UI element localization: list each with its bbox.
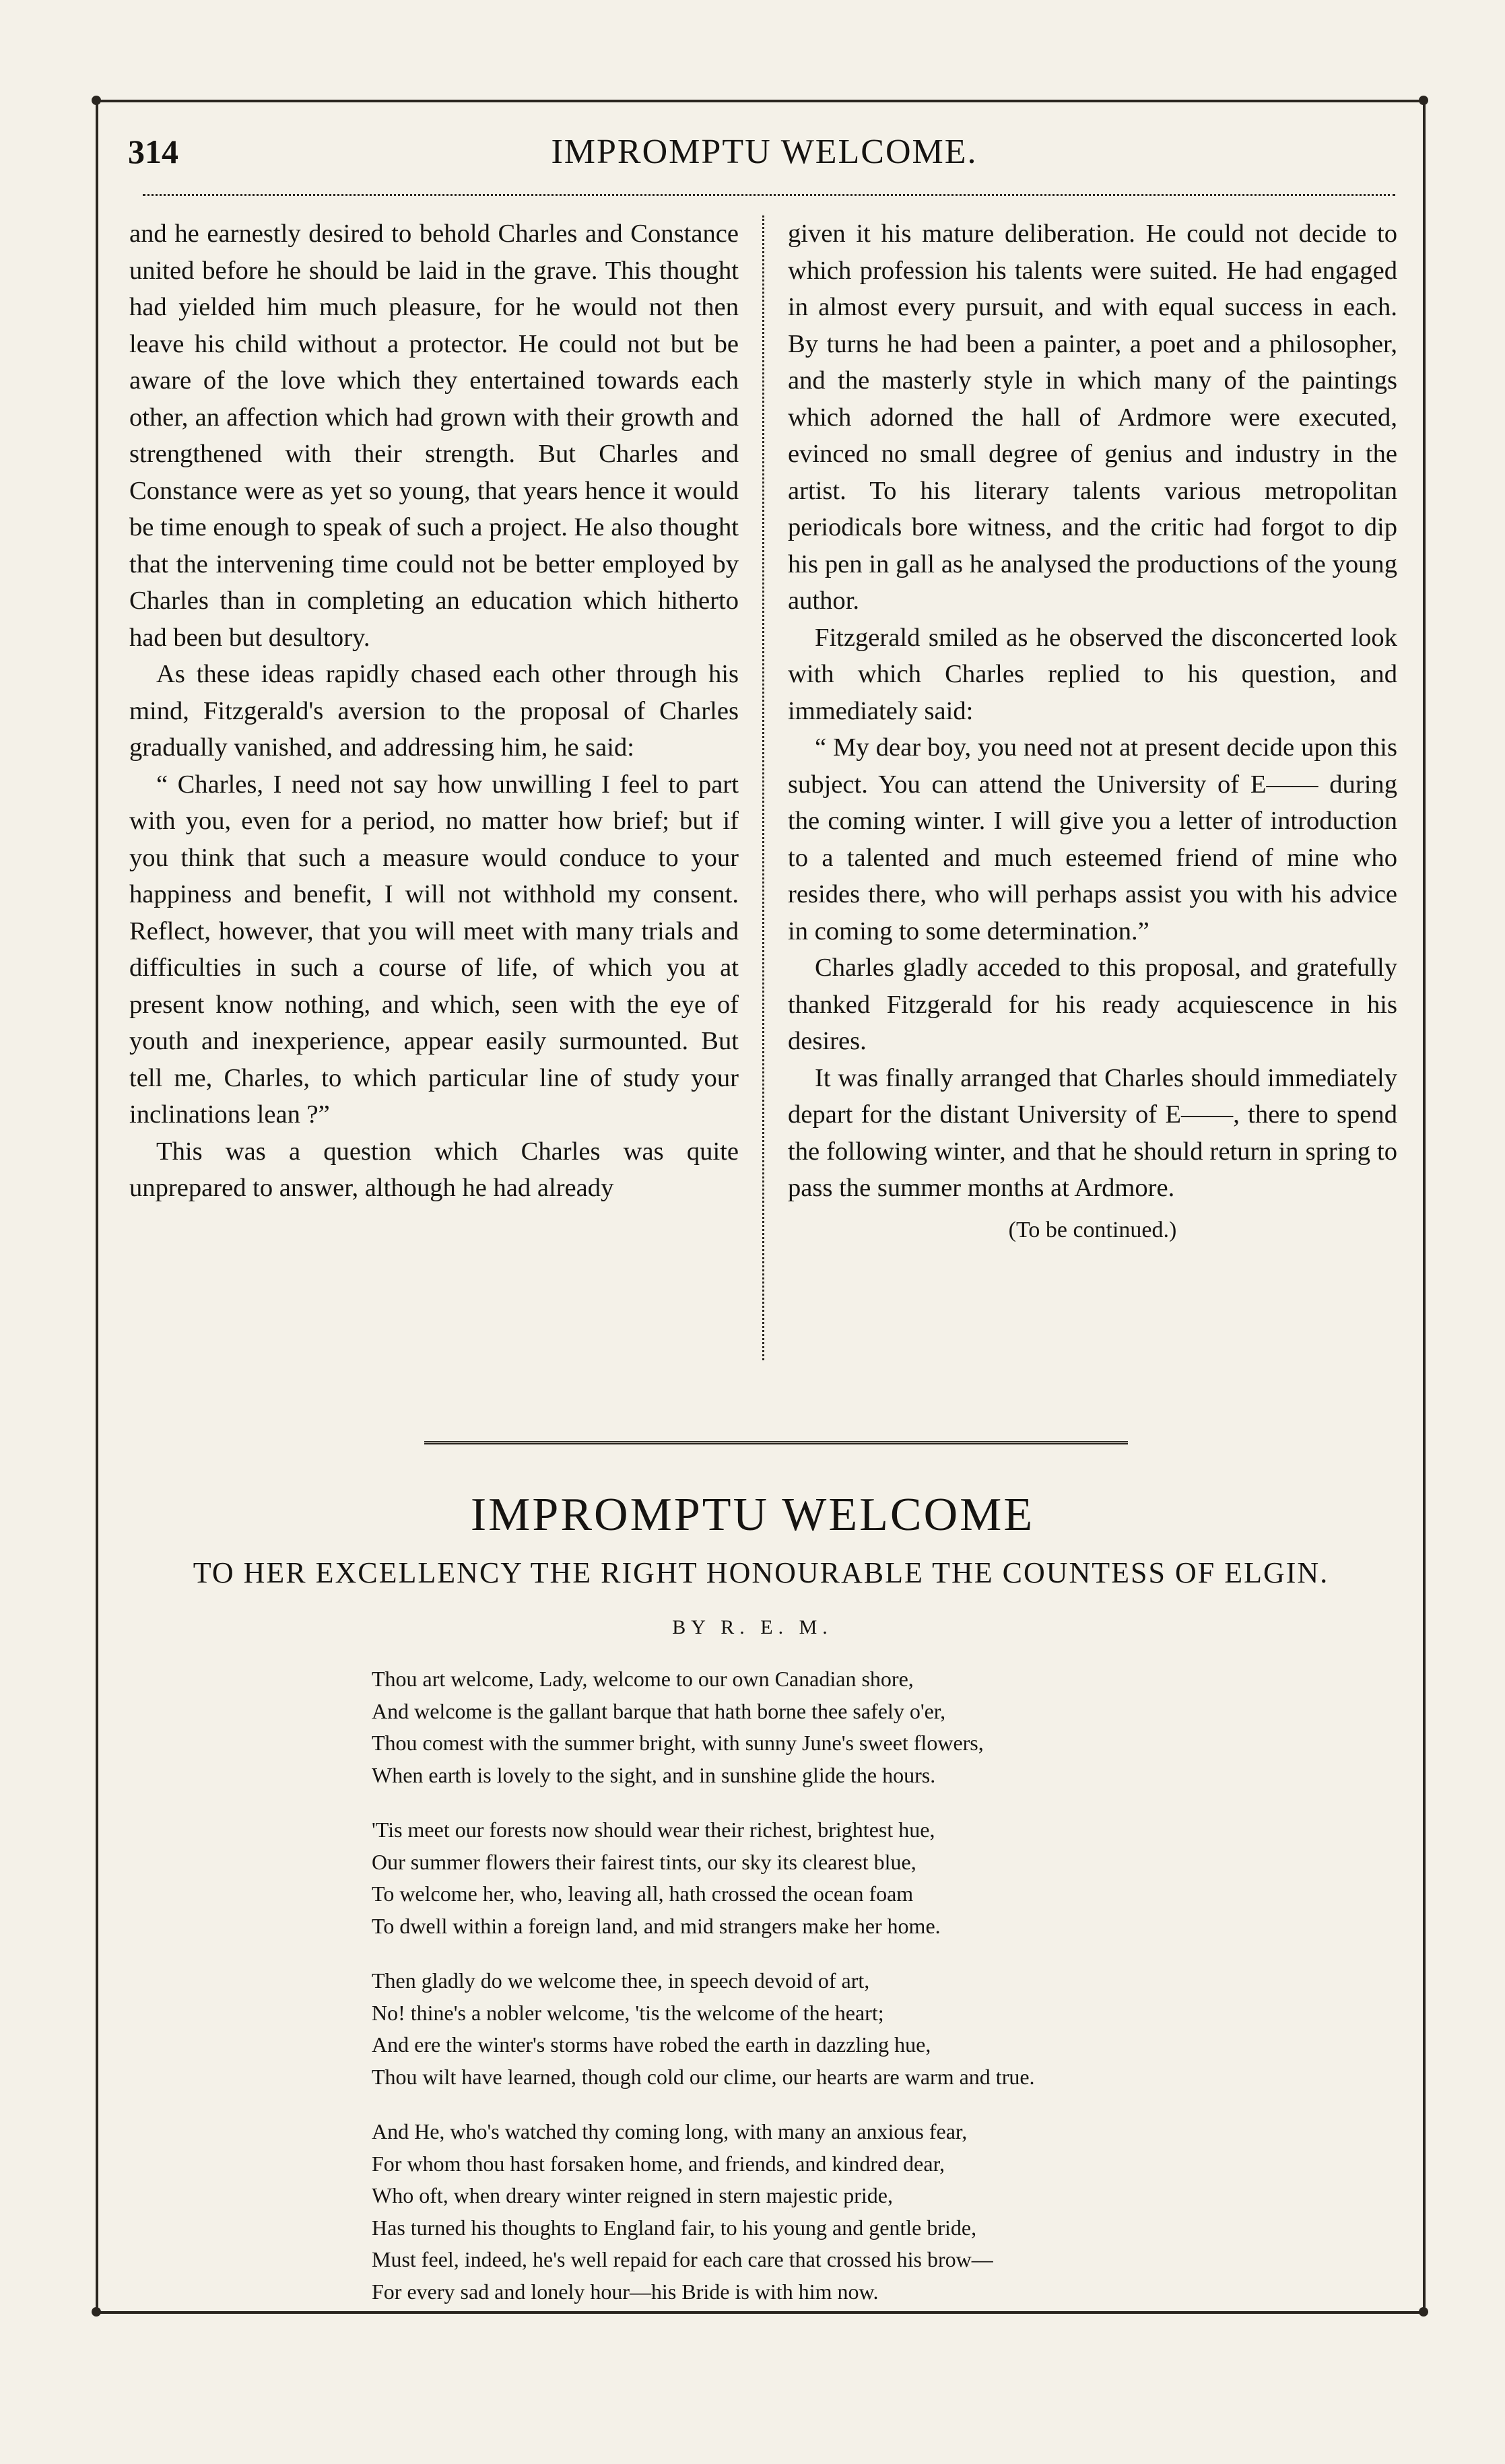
story-right-column	[788, 215, 1397, 1248]
poem-line: And welcome is the gallant barque that hath borne thee safely o'er,	[372, 1698, 946, 1723]
poem-subtitle: TO HER EXCELLENCY THE RIGHT HONOURABLE THE COUNTESS OF ELGIN.	[193, 1556, 1329, 1589]
poem-line: To dwell within a foreign land, and mid strangers make her home.	[372, 1913, 941, 1938]
poem-line: When earth is lovely to the sight, and in sunshine glide the hours.	[372, 1762, 936, 1787]
paragraph: It was finally arranged that Charles should immediately depart for the distant University of E——, there to spend the following winter, and that he should return in spring to pass the summer months at Ardmore.	[788, 1063, 1397, 1202]
poem-line: And ere the winter's storms have robed the earth in dazzling hue,	[372, 2032, 931, 2057]
poem-line: Then gladly do we welcome thee, in speech devoid of art,	[372, 1968, 870, 1993]
story-left-column	[129, 215, 739, 1207]
poem-line: Must feel, indeed, he's well repaid for each care that crossed his brow—	[372, 2247, 993, 2271]
frame-corner-ornament	[1419, 2307, 1428, 2317]
poem-title: IMPROMPTU WELCOME	[470, 1489, 1035, 1541]
paragraph: As these ideas rapidly chased each other through his mind, Fitzgerald's aversion to the proposal of Charles gradually vanished, and addressing him, he said:	[129, 660, 739, 762]
section-divider	[424, 1441, 1128, 1444]
frame-right-rule	[1423, 100, 1426, 2311]
poem-byline: BY R. E. M.	[672, 1616, 833, 1638]
poem-stanza	[372, 1965, 1314, 2093]
poem-line: To welcome her, who, leaving all, hath crossed the ocean foam	[372, 1882, 914, 1906]
poem-line: Thou comest with the summer bright, with sunny June's sweet flowers,	[372, 1731, 984, 1755]
poem-line: Thou art welcome, Lady, welcome to our own Canadian shore,	[372, 1667, 914, 1691]
page-number: 314	[128, 133, 178, 170]
running-head	[128, 132, 1401, 179]
poem-line: For every sad and lonely hour—his Bride is with him now.	[372, 2279, 879, 2304]
column-divider	[762, 215, 764, 1360]
poem-stanza	[372, 1814, 1314, 1942]
frame-corner-ornament	[92, 96, 101, 105]
poem-line: Has turned his thoughts to England fair, to his young and gentle bride,	[372, 2215, 977, 2240]
poem-line: And He, who's watched thy coming long, with many an anxious fear,	[372, 2119, 968, 2143]
frame-corner-ornament	[92, 2307, 101, 2317]
poem-line: Thou wilt have learned, though cold our clime, our hearts are warm and true.	[372, 2064, 1035, 2089]
paragraph: “ My dear boy, you need not at present decide upon this subject. You can attend the University of E—— during the coming winter. I will give you a letter of introduction to a talented and much esteemed friend of mine who resides there, who will perhaps assist you with his advice in coming to some determination.”	[788, 733, 1397, 945]
header-wavy-rule	[143, 194, 1395, 196]
poem-line: No! thine's a nobler welcome, 'tis the welcome of the heart;	[372, 2000, 884, 2025]
frame-top-rule	[96, 100, 1426, 102]
frame-corner-ornament	[1419, 96, 1428, 105]
frame-left-rule	[96, 100, 98, 2311]
poem-stanza	[372, 2116, 1314, 2308]
poem-stanza	[372, 1663, 1314, 1791]
poem-line: For whom thou hast forsaken home, and friends, and kindred dear,	[372, 2151, 945, 2176]
poem-line: Who oft, when dreary winter reigned in stern majestic pride,	[372, 2183, 893, 2207]
poem-body	[372, 1663, 1314, 2331]
continued-note: (To be continued.)	[1008, 1217, 1177, 1242]
paragraph: and he earnestly desired to behold Charles and Constance united before he should be laid in the grave. This thought had yielded him much pleasure, for he would not then leave his child without a protector. He could not but be aware of the love which they entertained towards each other, an affection which had grown with their growth and strengthened with their strength. But Charles and Constance were as yet so young, that years hence it would be time enough to speak of such a project. He also thought that the intervening time could not be better employed by Charles than in completing an education which hitherto had been but desultory.	[129, 220, 739, 652]
paragraph: “ Charles, I need not say how unwilling I feel to part with you, even for a period, no matter how brief; but if you think that such a measure would conduce to your happiness and benefit, I will not withhold my consent. Reflect, however, that you will meet with many trials and difficulties in such a course of life, of which you at present know nothing, and which, seen with the eye of youth and inexperience, appear easily surmounted. But tell me, Charles, to which particular line of study your inclinations lean ?”	[129, 770, 739, 1129]
paragraph: Fitzgerald smiled as he observed the disconcerted look with which Charles replied to his question, and immediately said:	[788, 623, 1397, 725]
poem-line: Our summer flowers their fairest tints, our sky its clearest blue,	[372, 1849, 916, 1874]
paragraph: given it his mature deliberation. He could not decide to which profession his talents were suited. He had engaged in almost every pursuit, and with equal success in each. By turns he had been a painter, a poet and a philosopher, and the masterly style in which many of the paintings which adorned the hall of Ardmore were executed, evinced no small degree of genius and industry in the artist. To his literary talents various metropolitan periodicals bore witness, and the critic had forgot to dip his pen in gall as he analysed the productions of the young author.	[788, 220, 1397, 615]
paragraph: Charles gladly acceded to this proposal, and gratefully thanked Fitzgerald for his ready acquiescence in his desires.	[788, 954, 1397, 1055]
paragraph: This was a question which Charles was quite unprepared to answer, although he had already	[129, 1137, 739, 1202]
running-title: IMPROMPTU WELCOME.	[551, 133, 978, 171]
poem-line: 'Tis meet our forests now should wear their richest, brightest hue,	[372, 1818, 935, 1842]
